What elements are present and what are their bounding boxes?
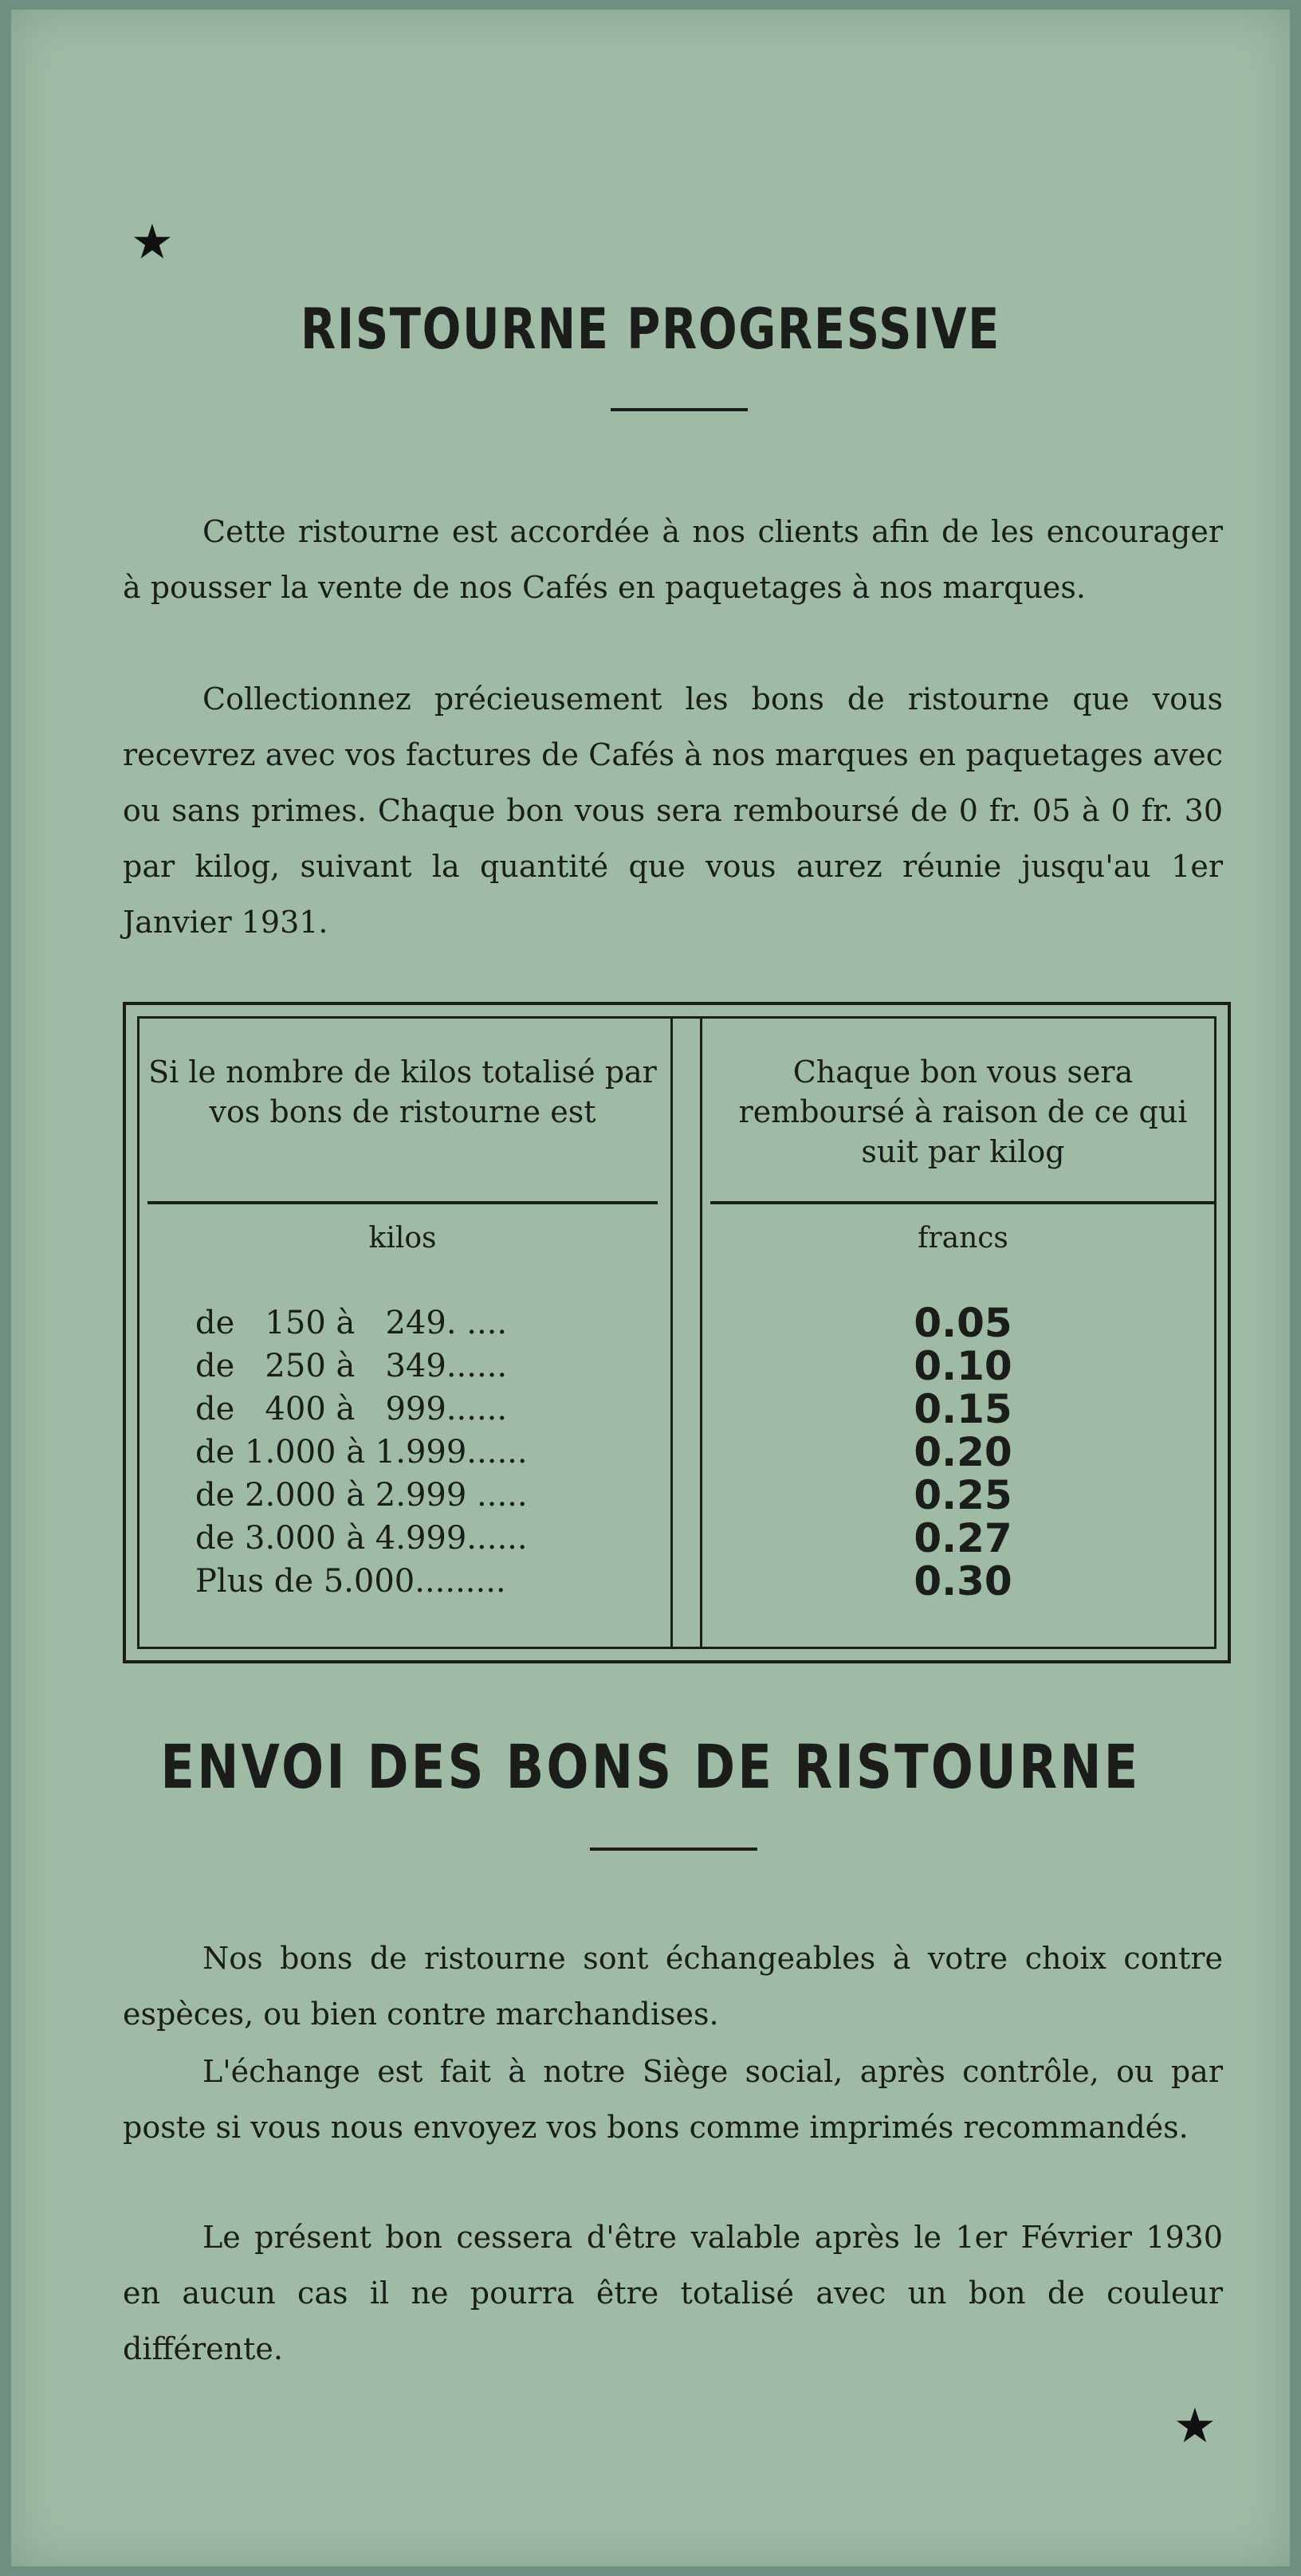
- title-underline: [590, 1848, 757, 1851]
- table-row-value: 0.20: [914, 1429, 1012, 1475]
- table-row-range: de 150 à 249. ....: [195, 1305, 508, 1341]
- table-inner-frame: [137, 1016, 1216, 1649]
- table-header-left: Si le nombre de kilos totalisé par vos bons de ristourne est: [148, 1054, 657, 1129]
- exchange-paragraph: Nos bons de ristourne sont échangeables à votre choix contre espèces, ou bien contre marchandises.: [123, 1941, 1223, 2032]
- column-divider: [670, 1019, 702, 1647]
- table-header-right: Chaque bon vous sera remboursé à raison de ce qui suit par kilog: [738, 1054, 1188, 1169]
- table-row-value: 0.30: [914, 1558, 1012, 1604]
- value-column: [710, 1302, 1216, 1603]
- table-row-value: 0.15: [914, 1386, 1012, 1432]
- table-row-range: de 250 à 349......: [195, 1348, 508, 1384]
- refund-table: [123, 1002, 1231, 1663]
- table-row-range: Plus de 5.000.........: [195, 1563, 506, 1600]
- star-icon: ★: [131, 214, 174, 270]
- section-title-envoi: ENVOI DES BONS DE RISTOURNE: [160, 1731, 1141, 1802]
- validity-paragraph: Le présent bon cessera d'être valable après le 1er Février 1930 en aucun cas il ne pourra être totalisé avec un bon de couleur différente.: [123, 2220, 1223, 2366]
- star-icon: ★: [1173, 2398, 1216, 2454]
- header-rule-left: [147, 1201, 658, 1204]
- table-row-value: 0.25: [914, 1472, 1012, 1518]
- document-page: [11, 10, 1290, 2566]
- range-column: [195, 1302, 658, 1603]
- intro-paragraph: Cette ristourne est accordée à nos clients afin de les encourager à pousser la vente de nos Cafés en paquetages à nos marques.: [123, 514, 1223, 605]
- unit-francs: francs: [918, 1222, 1008, 1255]
- table-row-range: de 400 à 999......: [195, 1391, 508, 1427]
- table-row-value: 0.27: [914, 1515, 1012, 1561]
- table-row-value: 0.10: [914, 1343, 1012, 1389]
- header-rule-right: [710, 1201, 1216, 1204]
- title-underline: [611, 408, 748, 411]
- headquarters-paragraph: L'échange est fait à notre Siège social, après contrôle, ou par poste si vous nous envoyez vos bons comme imprimés recommandés.: [123, 2054, 1223, 2145]
- table-row-value: 0.05: [914, 1300, 1012, 1346]
- section-title-ristourne: RISTOURNE PROGRESSIVE: [300, 296, 1001, 362]
- collect-paragraph: Collectionnez précieusement les bons de ristourne que vous recevrez avec vos factures de Cafés à nos marques en paquetages avec ou sans primes. Chaque bon vous sera remboursé de 0 fr. 05 à 0 fr. 30 par kilog, suivant la quantité que vous aurez réunie jusqu'au 1er Janvier 1931.: [123, 681, 1223, 940]
- table-row-range: de 3.000 à 4.999......: [195, 1520, 528, 1557]
- table-row-range: de 1.000 à 1.999......: [195, 1434, 528, 1471]
- unit-kilos: kilos: [368, 1222, 437, 1255]
- table-row-range: de 2.000 à 2.999 .....: [195, 1477, 528, 1514]
